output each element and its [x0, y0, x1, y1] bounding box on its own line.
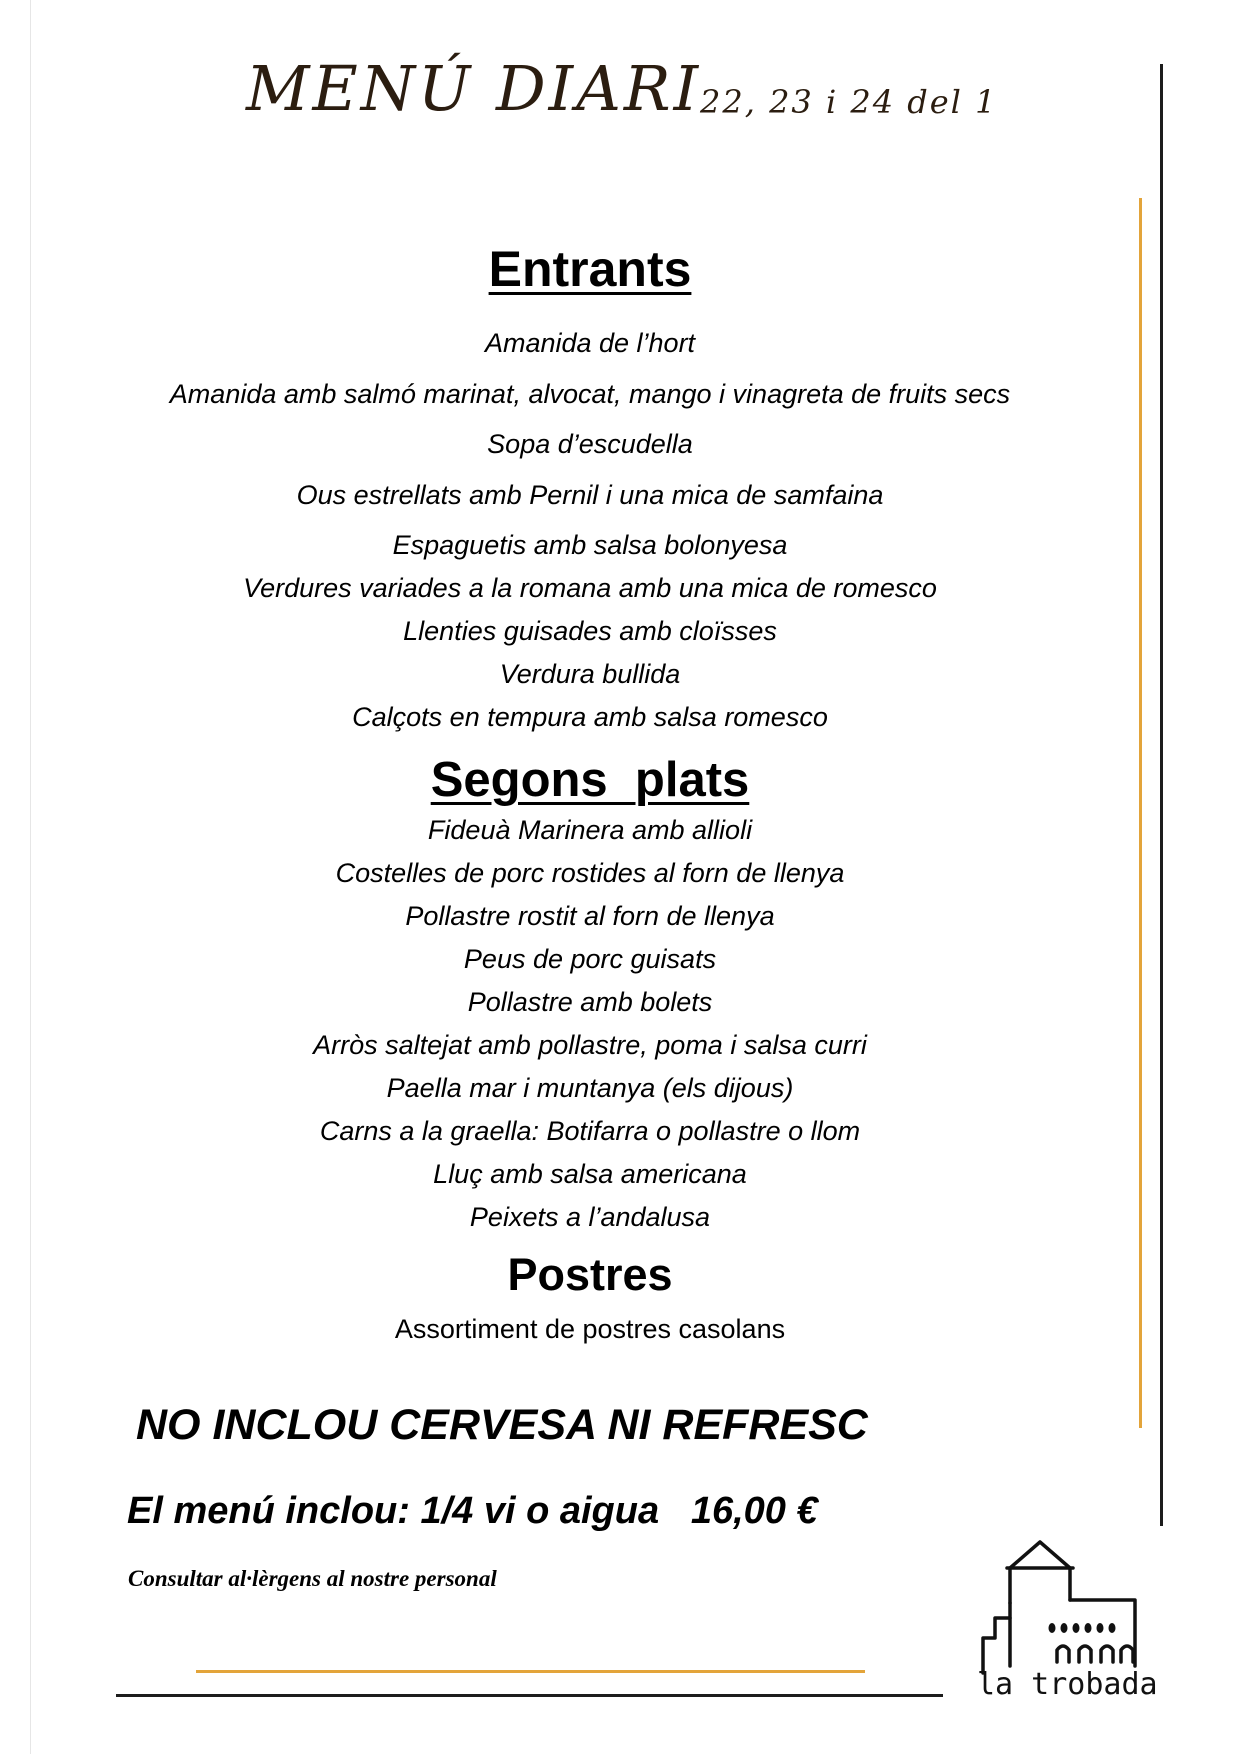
section-heading-segons-plats: Segons plats	[430, 753, 750, 807]
section-heading-postres: Postres	[507, 1249, 673, 1300]
dish-item: Peixets a l’andalusa	[469, 1202, 711, 1232]
menu-includes-text: El menú inclou: 1/4 vi o aigua	[127, 1490, 660, 1532]
dish-item: Ous estrellats amb Pernil i una mica de samfaina	[296, 480, 884, 510]
price-line	[127, 1492, 818, 1530]
dish-item: Sopa d’escudella	[487, 429, 693, 459]
dessert-item: Assortiment de postres casolans	[394, 1314, 786, 1344]
dish-item: Carns a la graella: Botifarra o pollastre o llom	[319, 1116, 861, 1146]
castle-drawing-icon	[975, 1538, 1171, 1698]
logo-text: la trobada	[977, 1667, 1158, 1698]
dish-item: Arròs saltejat amb pollastre, poma i salsa curri	[313, 1030, 867, 1060]
dish-item: Peus de porc guisats	[463, 944, 717, 974]
dish-item: Amanida de l’hort	[484, 328, 696, 358]
dish-item: Espaguetis amb salsa bolonyesa	[392, 530, 788, 560]
allergen-note: Consultar al·lèrgens al nostre personal	[128, 1566, 497, 1591]
dish-item: Verdura bullida	[499, 659, 681, 689]
dish-item: Llenties guisades amb cloïsses	[403, 616, 777, 646]
menu-price: 16,00 €	[690, 1490, 818, 1532]
section-heading-entrants: Entrants	[488, 241, 692, 297]
dish-item: Calçots en tempura amb salsa romesco	[352, 702, 828, 732]
divider-bottom-black	[116, 1694, 943, 1697]
menu-dates: 22, 23 i 24 del 1	[700, 83, 998, 121]
divider-bottom-orange	[196, 1670, 865, 1673]
drinks-notice: NO INCLOU CERVESA NI REFRESC	[136, 1401, 868, 1449]
dish-item: Costelles de porc rostides al forn de llenya	[335, 858, 845, 888]
dish-item: Paella mar i muntanya (els dijous)	[386, 1073, 794, 1103]
dish-item: Pollastre rostit al forn de llenya	[405, 901, 775, 931]
dish-item: Fideuà Marinera amb allioli	[427, 815, 753, 845]
dish-item: Lluç amb salsa americana	[433, 1159, 747, 1189]
dish-item: Verdures variades a la romana amb una mica de romesco	[243, 573, 937, 603]
menu-title: MENÚ DIARI	[246, 52, 702, 125]
dish-item: Amanida amb salmó marinat, alvocat, mango i vinagreta de fruits secs	[169, 379, 1011, 409]
dish-item: Pollastre amb bolets	[467, 987, 713, 1017]
